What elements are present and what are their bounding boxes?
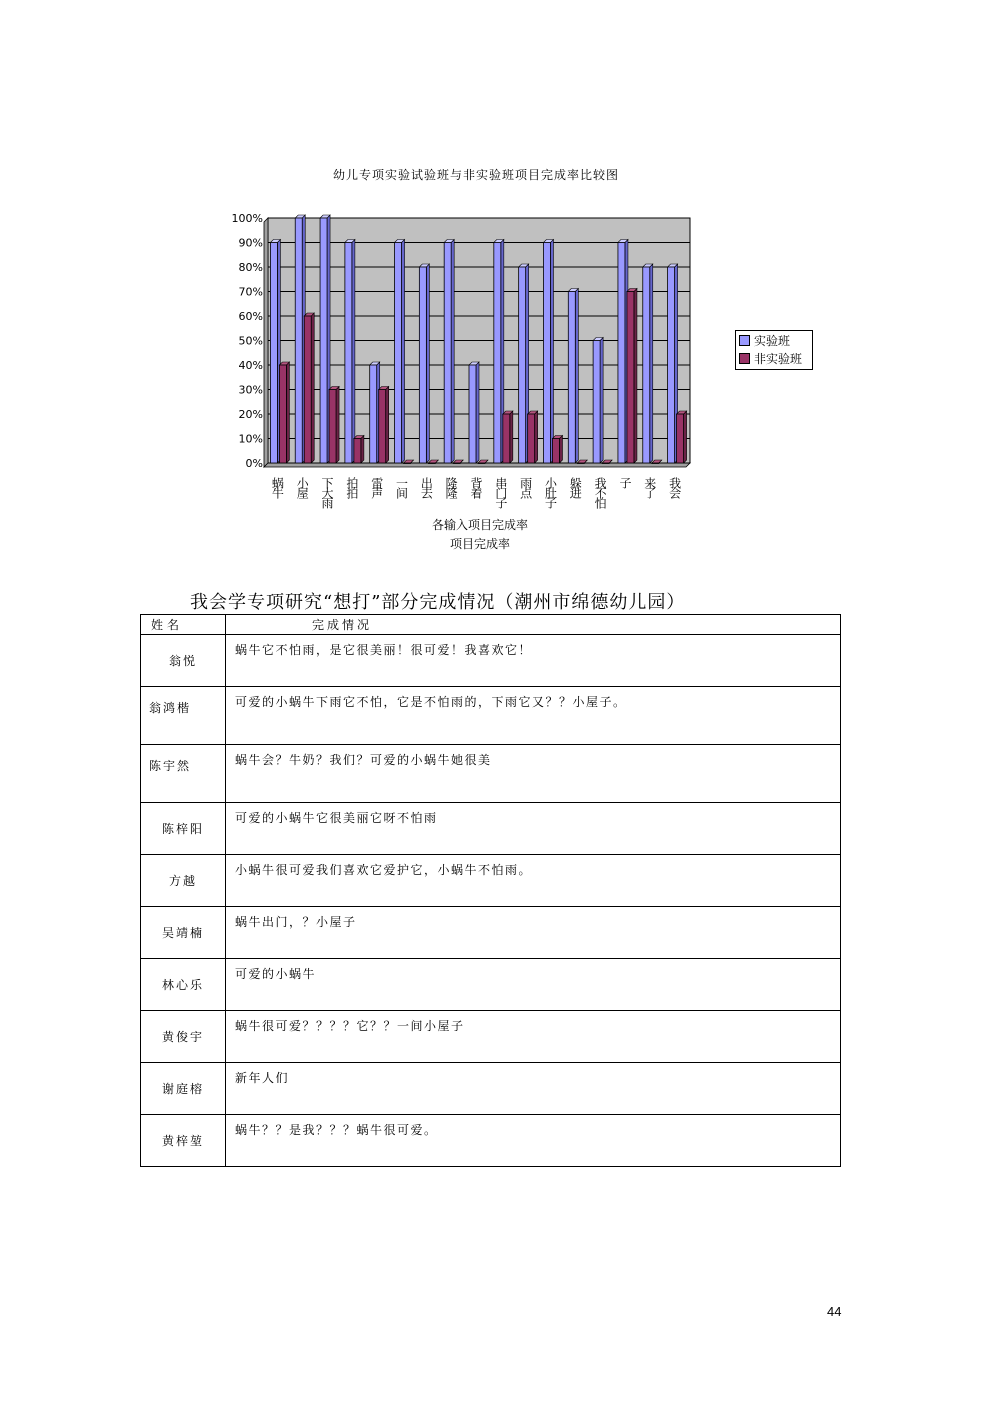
bar-control — [627, 292, 634, 464]
bar-experimental — [593, 341, 600, 464]
bar-control — [677, 414, 684, 463]
plot-floor — [264, 463, 690, 467]
bar-side — [451, 240, 454, 464]
bar-control — [404, 463, 411, 464]
bar-control — [428, 463, 435, 464]
legend-item-experimental — [736, 331, 812, 349]
legend-swatch-experimental — [739, 335, 750, 346]
completion-text: 蜗牛会？牛奶？我们？可爱的小蜗牛她很美 — [226, 745, 841, 803]
y-tick-label: 60% — [238, 310, 263, 323]
completion-text: 蜗牛出门，？小屋子 — [226, 907, 841, 959]
y-tick-label: 50% — [238, 334, 263, 348]
legend-swatch-control — [739, 353, 750, 364]
completion-text: 蜗牛它不怕雨，是它很美丽！很可爱！我喜欢它！ — [226, 635, 841, 687]
y-tick-label: 90% — [238, 236, 263, 250]
table-row — [141, 745, 841, 803]
bar-control — [329, 390, 336, 464]
bar-side — [575, 289, 578, 464]
student-name: 翁鸿楷 — [141, 687, 226, 745]
x-tick-label: 下大雨 — [320, 477, 335, 507]
student-name: 方越 — [141, 855, 226, 907]
table-row — [141, 959, 841, 1011]
bar-control — [503, 414, 510, 463]
legend-label-experimental: 实验班 — [754, 333, 791, 348]
bar-side — [402, 240, 405, 464]
bar-control — [478, 463, 485, 464]
x-tick-label: 雨点 — [518, 477, 533, 497]
y-tick-label: 80% — [238, 261, 263, 274]
x-tick-label: 小屋 — [295, 477, 310, 497]
bar-experimental — [643, 267, 650, 463]
table-row — [141, 1115, 841, 1167]
bar-side — [311, 313, 314, 463]
table-row — [141, 687, 841, 745]
bar-control — [528, 414, 535, 463]
bar-control — [354, 439, 361, 464]
bar-experimental — [295, 218, 302, 463]
table-row — [141, 635, 841, 687]
x-tick-label: 子 — [617, 477, 632, 487]
x-tick-label: 来了 — [642, 477, 657, 497]
student-name: 翁悦 — [141, 635, 226, 687]
table-row — [141, 907, 841, 959]
bar-side — [426, 264, 429, 463]
y-tick-label: 0% — [245, 457, 263, 470]
student-name: 黄梓堃 — [141, 1115, 226, 1167]
bar-experimental — [419, 267, 426, 463]
bar-experimental — [494, 243, 501, 464]
header-content: 完成情况 — [226, 615, 841, 635]
chart-legend — [735, 330, 813, 370]
x-tick-label: 串门子 — [493, 477, 508, 507]
bar-experimental — [444, 243, 451, 464]
completion-text: 可爱的小蜗牛下雨它不怕，它是不怕雨的，下雨它又？？小屋子。 — [226, 687, 841, 745]
y-tick-label: 30% — [238, 383, 263, 397]
bar-side — [336, 387, 339, 464]
student-name: 谢庭榕 — [141, 1063, 226, 1115]
x-tick-label: 隆隆 — [444, 477, 459, 497]
bar-side — [559, 436, 562, 464]
bar-experimental — [668, 267, 675, 463]
x-tick-label: 躲进 — [568, 477, 583, 497]
bar-experimental — [618, 243, 625, 464]
bar-control — [652, 463, 659, 464]
bar-side — [650, 264, 653, 463]
x-tick-label: 我会 — [667, 477, 682, 497]
x-tick-label: 蜗牛 — [270, 477, 285, 497]
legend-label-control: 非实验班 — [754, 351, 803, 366]
bar-side — [510, 411, 513, 463]
bar-side — [386, 387, 389, 464]
y-tick-label: 100% — [231, 212, 263, 225]
table-row — [141, 855, 841, 907]
bar-side — [550, 240, 553, 464]
bar-chart — [220, 205, 700, 505]
bar-side — [684, 411, 687, 463]
bar-experimental — [568, 292, 575, 464]
bar-side — [600, 338, 603, 464]
bar-experimental — [370, 365, 377, 463]
bar-control — [279, 365, 286, 463]
bar-control — [577, 463, 584, 464]
page-number: 44 — [827, 1304, 842, 1319]
chart-title: 幼儿专项实验试验班与非实验班项目完成率比较图 — [332, 168, 619, 182]
bar-experimental — [270, 243, 277, 464]
x-axis-sublabel: 项目完成率 — [449, 537, 510, 551]
bar-experimental — [469, 365, 476, 463]
bar-experimental — [519, 267, 526, 463]
y-tick-label: 10% — [238, 432, 263, 446]
student-name: 林心乐 — [141, 959, 226, 1011]
y-tick-label: 70% — [238, 285, 263, 299]
bar-experimental — [543, 243, 550, 464]
completion-table — [140, 614, 841, 1167]
x-tick-label: 小肚子 — [543, 477, 558, 507]
x-tick-label: 拍拍 — [344, 477, 359, 497]
table-header-row — [141, 615, 841, 635]
y-tick-label: 40% — [238, 359, 263, 372]
table-row — [141, 1063, 841, 1115]
bar-experimental — [345, 243, 352, 464]
student-name: 陈梓阳 — [141, 803, 226, 855]
x-tick-label: 我不怕 — [593, 477, 608, 507]
completion-text: 小蜗牛很可爱我们喜欢它爱护它，小蜗牛不怕雨。 — [226, 855, 841, 907]
student-name: 陈宇然 — [141, 745, 226, 803]
completion-text: 蜗牛？？是我？？？蜗牛很可爱。 — [226, 1115, 841, 1167]
bar-control — [552, 439, 559, 464]
table-row — [141, 1011, 841, 1063]
legend-item-control — [736, 349, 812, 367]
bar-side — [361, 436, 364, 464]
header-name: 姓名 — [141, 615, 226, 635]
bar-control — [304, 316, 311, 463]
student-name: 黄俊宇 — [141, 1011, 226, 1063]
x-tick-label: 出去 — [419, 477, 434, 497]
bar-side — [535, 411, 538, 463]
completion-text: 蜗牛很可爱？？？？它？？一间小屋子 — [226, 1011, 841, 1063]
x-tick-label: 雷声 — [369, 477, 384, 497]
table-row — [141, 803, 841, 855]
x-axis-label: 各输入项目完成率 — [431, 518, 528, 532]
completion-text: 新年人们 — [226, 1063, 841, 1115]
x-tick-label: 背着 — [469, 477, 483, 497]
x-tick-label: 一间 — [394, 477, 409, 497]
student-name: 吴靖楠 — [141, 907, 226, 959]
bar-experimental — [395, 243, 402, 464]
bar-side — [476, 362, 479, 463]
bar-control — [602, 463, 609, 464]
table-title: 我会学专项研究“想打”部分完成情况（潮州市绵德幼儿园） — [190, 592, 686, 613]
completion-text: 可爱的小蜗牛 — [226, 959, 841, 1011]
bar-control — [453, 463, 460, 464]
y-tick-label: 20% — [238, 408, 263, 421]
bar-side — [634, 289, 637, 464]
bar-experimental — [320, 218, 327, 463]
plot-side-wall — [264, 218, 268, 467]
completion-text: 可爱的小蜗牛它很美丽它呀不怕雨 — [226, 803, 841, 855]
bar-side — [352, 240, 355, 464]
bar-side — [286, 362, 289, 463]
bar-control — [379, 390, 386, 464]
